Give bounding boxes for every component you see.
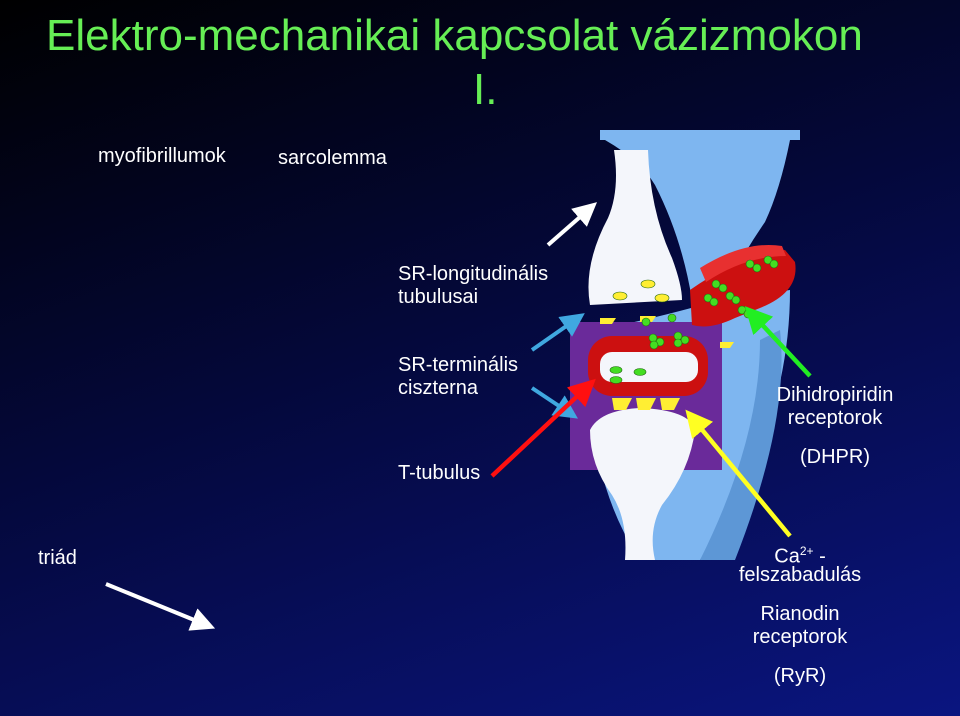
label-sarcolemma: sarcolemma: [278, 147, 387, 169]
sr-terminal-cisterna: [588, 336, 708, 396]
arrow-sr-longitudinal: [532, 320, 575, 350]
label-ca: Ca: [774, 545, 800, 568]
label-dhpr-1: Dihidropiridin: [776, 384, 894, 406]
page-title: Elektro-mechanikai kapcsolat vázizmokon: [46, 11, 863, 60]
label-ca-charge: 2+: [799, 544, 814, 558]
label-sr-longitudinal-1: SR-longitudinális: [398, 263, 549, 285]
label-ryr-3: (RyR): [773, 665, 827, 687]
page-title-line2: I.: [473, 65, 498, 114]
label-ryr-2: receptorok: [752, 626, 848, 648]
label-ca-release-2: felszabadulás: [738, 564, 862, 586]
label-t-tubulus: T-tubulus: [398, 462, 481, 484]
label-ryr-1: Rianodin: [760, 603, 840, 625]
label-dhpr-3: (DHPR): [800, 446, 870, 468]
label-myofibrillumok: myofibrillumok: [98, 145, 226, 167]
label-sr-longitudinal-2: tubulusai: [398, 286, 479, 308]
label-ca-dash: -: [813, 545, 826, 568]
arrow-sarcolemma: [548, 210, 588, 245]
label-sr-terminal-2: ciszterna: [398, 377, 479, 399]
label-dhpr-2: receptorok: [787, 407, 883, 429]
label-triad: triád: [38, 547, 77, 569]
label-sr-terminal-1: SR-terminális: [398, 354, 519, 376]
arrow-triad: [106, 584, 204, 624]
